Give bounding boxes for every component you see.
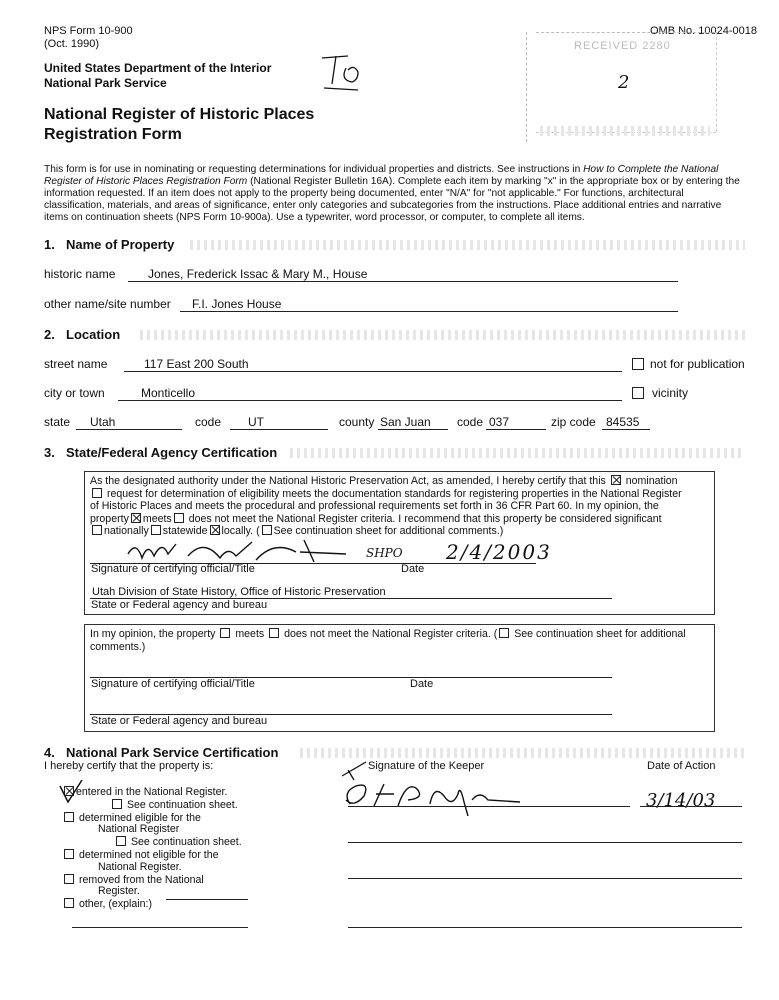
stamp-received-text: RECEIVED 2280	[574, 40, 671, 52]
entered-check-mark-icon	[56, 778, 86, 806]
nps-certify-intro: I hereby certify that the property is:	[44, 760, 214, 772]
request-determination-checkbox[interactable]	[92, 488, 102, 498]
date-of-action-value: 3/14/03	[646, 790, 716, 811]
entered-continuation-checkbox[interactable]	[112, 799, 122, 809]
meets-checkbox[interactable]	[131, 513, 141, 523]
nomination-checkbox[interactable]	[611, 475, 621, 485]
opinion-continuation-checkbox[interactable]	[499, 628, 509, 638]
historic-name-label: historic name	[44, 267, 116, 281]
section2-heading: Location	[66, 327, 121, 342]
opinion-agency-label: State or Federal agency and bureau	[91, 715, 268, 727]
continuation-sheet-checkbox[interactable]	[262, 525, 272, 535]
nationally-checkbox[interactable]	[92, 525, 102, 535]
county-code-label: code	[457, 415, 484, 429]
agency-field[interactable]: Utah Division of State History, Office of Historic Preservation	[92, 586, 386, 598]
section1-number: 1.	[44, 237, 55, 252]
received-stamp	[526, 22, 722, 144]
form-date: (Oct. 1990)	[44, 38, 100, 50]
handwritten-initials	[318, 50, 364, 92]
county-code-field[interactable]: 037	[489, 415, 510, 429]
form-number: NPS Form 10-900	[44, 25, 133, 37]
omb-number: OMB No. 10024-0018	[650, 25, 758, 37]
statewide-checkbox[interactable]	[151, 525, 161, 535]
eligible-continuation-checkbox[interactable]	[116, 836, 126, 846]
removed-checkbox[interactable]	[64, 874, 74, 884]
certification-date: 2/4/2003	[446, 540, 552, 564]
state-field[interactable]: Utah	[90, 415, 116, 429]
section4-heading: National Park Service Certification	[66, 745, 279, 760]
state-code-field[interactable]: UT	[248, 415, 264, 429]
department-name: United States Department of the Interior	[44, 61, 272, 75]
section3-heading: State/Federal Agency Certification	[66, 445, 278, 460]
determined-eligible-checkbox[interactable]	[64, 812, 74, 822]
form-title: National Register of Historic Places	[44, 106, 315, 123]
determined-not-eligible-checkbox[interactable]	[64, 849, 74, 859]
historic-name-field[interactable]: Jones, Frederick Issac & Mary M., House	[148, 267, 368, 281]
certification-text: As the designated authority under the National Historic Preservation Act, as amended, I hereby certify that this nomination request for determination of eligibility meets the documentation standards for registering properties in the National Register of Historic Places and meets the procedural and professional requirements set forth in 36 CFR Part 60. In my opinion, the property meets does not meet the National Register criteria. I recommend that this property be considered significant nationally statewide locally. ( See continuation sheet for additional comments.)	[90, 475, 682, 538]
nps-options: entered in the National Register. See continuation sheet. determined eligible for the National Register See continuation sheet. determined not eligible for the National Register. removed from the National Register. other, (explain:)	[62, 786, 242, 911]
other-checkbox[interactable]	[64, 898, 74, 908]
section3-number: 3.	[44, 445, 55, 460]
state-label: state	[44, 415, 71, 429]
city-label: city or town	[44, 386, 105, 400]
keeper-signature	[340, 776, 530, 816]
opinion-does-not-meet-checkbox[interactable]	[269, 628, 279, 638]
does-not-meet-checkbox[interactable]	[174, 513, 184, 523]
date-of-action-label: Date of Action	[647, 760, 716, 772]
agency-label: State or Federal agency and bureau	[91, 599, 268, 611]
street-label: street name	[44, 357, 108, 371]
opinion-date-label: Date	[410, 678, 434, 690]
keeper-signature-label: Signature of the Keeper	[368, 760, 485, 772]
county-field[interactable]: San Juan	[380, 415, 431, 429]
other-name-field[interactable]: F.I. Jones House	[192, 297, 282, 311]
county-label: county	[339, 415, 375, 429]
stamp-number: 2	[618, 72, 630, 93]
date-label: Date	[401, 563, 425, 575]
opinion-meets-checkbox[interactable]	[220, 628, 230, 638]
opinion-text: In my opinion, the property meets does not meet the National Register criteria. ( See continuation sheet for additional comments.)	[90, 628, 686, 653]
service-name: National Park Service	[44, 76, 167, 90]
city-field[interactable]: Monticello	[141, 386, 196, 400]
other-name-label: other name/site number	[44, 297, 171, 311]
opinion-signature-label: Signature of certifying official/Title	[91, 678, 255, 690]
zip-field[interactable]: 84535	[606, 415, 640, 429]
not-for-publication-checkbox[interactable]	[632, 358, 644, 370]
form-subtitle: Registration Form	[44, 126, 182, 143]
section2-number: 2.	[44, 327, 55, 342]
not-for-publication-label: not for publication	[650, 357, 745, 371]
vicinity-checkbox[interactable]	[632, 387, 644, 399]
state-code-label: code	[195, 415, 222, 429]
other-explain-field[interactable]	[166, 899, 248, 900]
intro-paragraph: This form is for use in nominating or requesting determinations for individual properties and districts. See instructions in How to Complete the National Register of Historic Places Registration Form (National Register Bulletin 16A). Complete each item by marking "x" in the appropriate box or by entering the information requested. If an item does not apply to the property being documented, enter "N/A" for "not applicable." For functions, architectural classification, materials, and areas of significance, enter only categories and subcategories from the instructions. Place additional entries and narrative items on continuation sheets (NPS Form 10-900a). Use a typewriter, word processor, or computer, to complete all items.	[44, 164, 740, 223]
section4-number: 4.	[44, 745, 55, 760]
section1-heading: Name of Property	[66, 237, 175, 252]
vicinity-label: vicinity	[652, 386, 689, 400]
signature-label: Signature of certifying official/Title	[91, 563, 255, 575]
locally-checkbox[interactable]	[210, 525, 220, 535]
zip-label: zip code	[551, 415, 596, 429]
street-field[interactable]: 117 East 200 South	[144, 357, 249, 371]
certifying-official-title: SHPO	[366, 546, 403, 560]
